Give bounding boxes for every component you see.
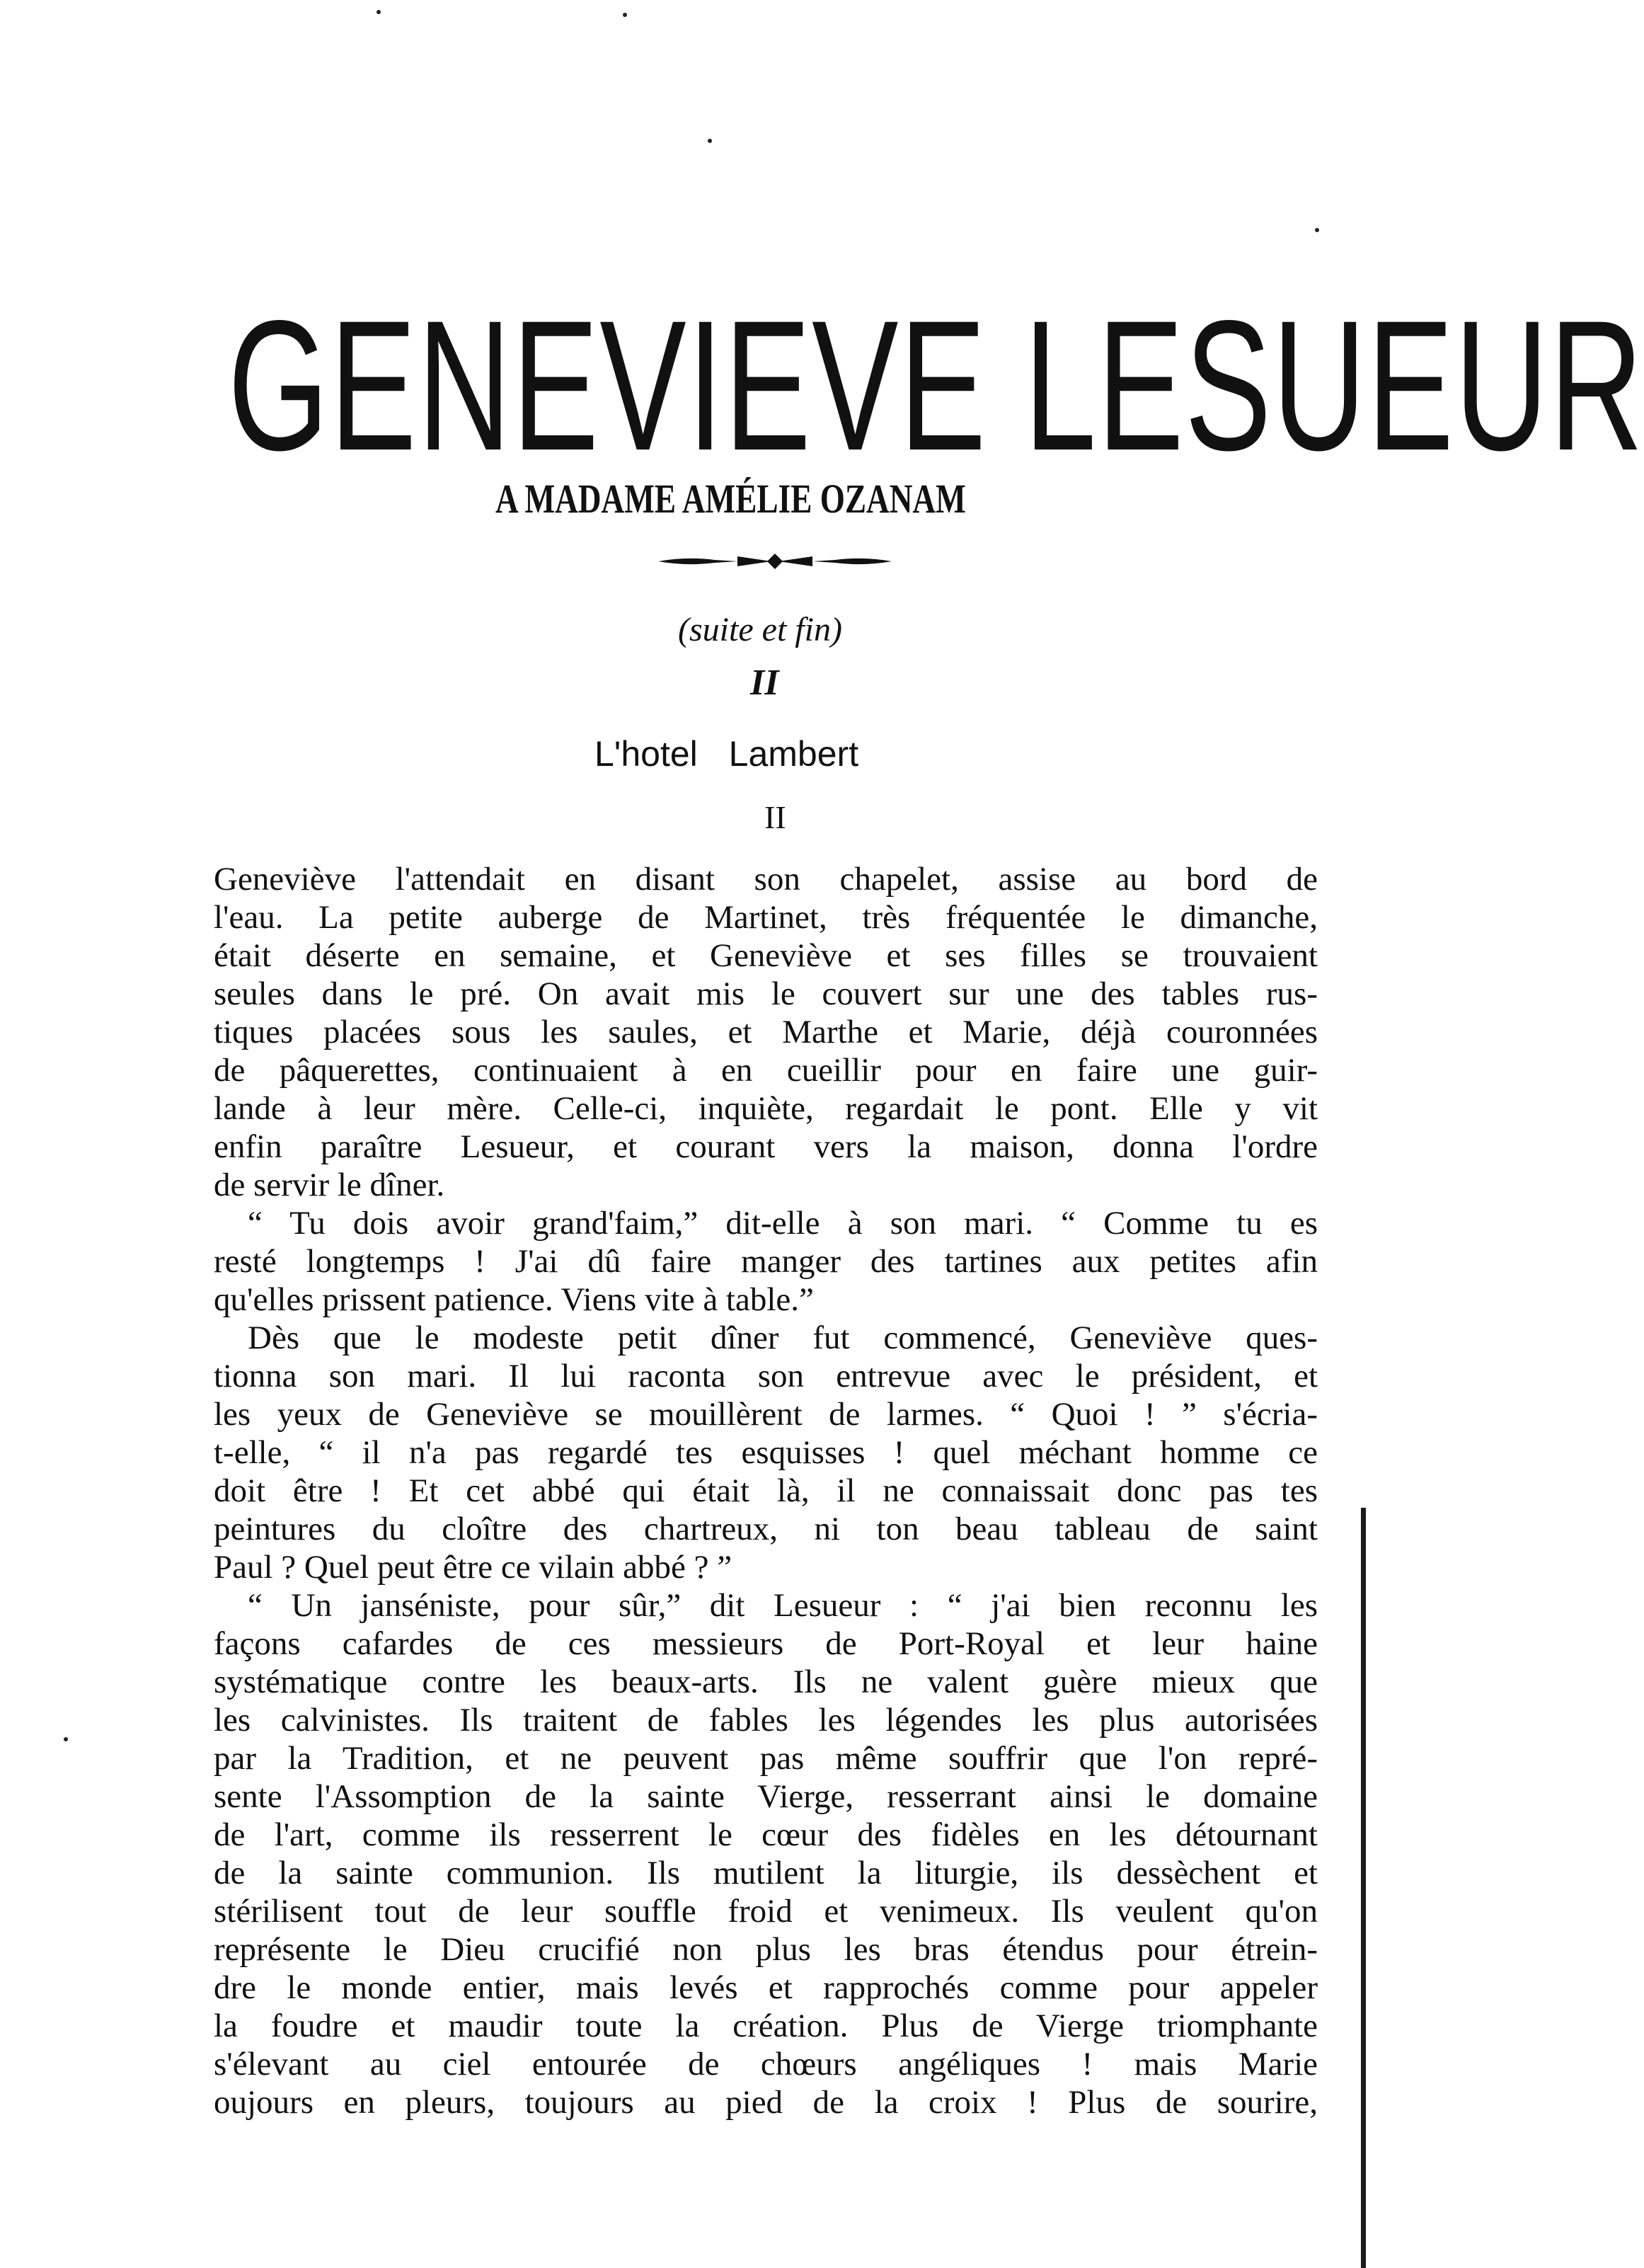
- article-title: GENEVIEVE LESUEUR: [228, 282, 1644, 489]
- speck-mark: [708, 139, 712, 143]
- chapter-number: II: [764, 799, 786, 835]
- text-line: représente le Dieu crucifié non plus les bras étendus pour étrein-: [214, 1931, 1318, 1968]
- speck-mark: [64, 1737, 68, 1741]
- text-line: de servir le dîner.: [214, 1167, 445, 1203]
- text-line: l'eau. La petite auberge de Martinet, très fréquentée le dimanche,: [214, 899, 1318, 936]
- text-line: tionna son mari. Il lui raconta son entrevue avec le président, et: [214, 1358, 1318, 1394]
- text-line: oujours en pleurs, toujours au pied de la croix ! Plus de sourire,: [214, 2084, 1318, 2121]
- text-line: façons cafardes de ces messieurs de Port-Royal et leur haine: [214, 1625, 1318, 1662]
- text-line: resté longtemps ! J'ai dû faire manger des tartines aux petites afin: [214, 1243, 1318, 1280]
- text-line: enfin paraître Lesueur, et courant vers la maison, donna l'ordre: [214, 1128, 1318, 1165]
- text-line: seules dans le pré. On avait mis le couvert sur une des tables rus-: [214, 975, 1318, 1012]
- text-line: les calvinistes. Ils traitent de fables les légendes les plus autorisées: [214, 1702, 1318, 1739]
- dedication: A MADAME AMÉLIE OZANAM: [495, 476, 966, 522]
- text-line: de l'art, comme ils resserrent le cœur des fidèles en les détournant: [214, 1816, 1318, 1853]
- text-line: dre le monde entier, mais levés et rapprochés comme pour appeler: [214, 1969, 1318, 2006]
- chapter-title: L'hotel Lambert: [594, 734, 859, 774]
- page-edge-shadow: [1361, 1508, 1366, 2268]
- text-line: Geneviève l'attendait en disant son chapelet, assise au bord de: [214, 861, 1318, 898]
- text-line: s'élevant au ciel entourée de chœurs angéliques ! mais Marie: [214, 2046, 1318, 2083]
- text-line: tiques placées sous les saules, et Marthe et Marie, déjà couronnées: [214, 1014, 1318, 1050]
- text-line: peintures du cloître des chartreux, ni ton beau tableau de saint: [214, 1511, 1318, 1547]
- speck-mark: [1315, 228, 1319, 232]
- text-line: stérilisent tout de leur souffle froid et venimeux. Ils veulent qu'on: [214, 1893, 1318, 1930]
- text-line: lande à leur mère. Celle-ci, inquiète, regardait le pont. Elle y vit: [214, 1090, 1318, 1127]
- text-line: de pâquerettes, continuaient à en cueillir pour en faire une guir-: [214, 1052, 1318, 1089]
- text-line: Paul ? Quel peut être ce vilain abbé ? ”: [214, 1549, 732, 1586]
- text-line: Dès que le modeste petit dîner fut commencé, Geneviève ques-: [248, 1319, 1318, 1356]
- text-line: “ Un janséniste, pour sûr,” dit Lesueur : “ j'ai bien reconnu les: [248, 1587, 1318, 1624]
- text-line: qu'elles prissent patience. Viens vite à table.”: [214, 1281, 814, 1318]
- text-line: systématique contre les beaux-arts. Ils ne valent guère mieux que: [214, 1663, 1318, 1700]
- text-line: par la Tradition, et ne peuvent pas même souffrir que l'on repré-: [214, 1740, 1318, 1777]
- text-line: t-elle, “ il n'a pas regardé tes esquisses ! quel méchant homme ce: [214, 1434, 1318, 1471]
- text-line: la foudre et maudir toute la création. Plus de Vierge triomphante: [214, 2008, 1318, 2044]
- body-text: [214, 860, 1318, 2121]
- text-line: sente l'Assomption de la sainte Vierge, resserrant ainsi le domaine: [214, 1778, 1318, 1815]
- text-line: les yeux de Geneviève se mouillèrent de larmes. “ Quoi ! ” s'écria-: [214, 1396, 1318, 1433]
- speck-mark: [376, 10, 381, 14]
- text-line: doit être ! Et cet abbé qui était là, il ne connaissait donc pas tes: [214, 1472, 1318, 1509]
- part-number: II: [750, 663, 779, 703]
- text-line: de la sainte communion. Ils mutilent la liturgie, ils dessèchent et: [214, 1855, 1318, 1891]
- subtitle: (suite et fin): [678, 611, 842, 648]
- speck-mark: [623, 13, 627, 17]
- text-line: était déserte en semaine, et Geneviève et ses filles se trouvaient: [214, 937, 1318, 974]
- text-line: “ Tu dois avoir grand'faim,” dit-elle à son mari. “ Comme tu es: [248, 1205, 1318, 1242]
- ornament-divider: [658, 551, 892, 572]
